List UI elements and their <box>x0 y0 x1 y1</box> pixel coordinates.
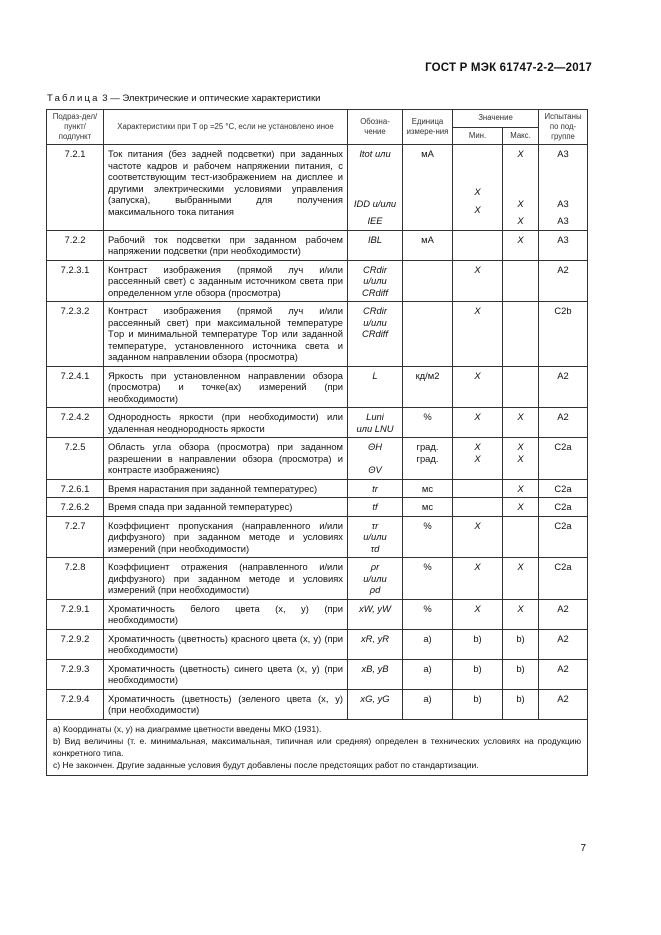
row-max <box>503 558 539 600</box>
row-sym-line: xB, yB <box>361 662 389 674</box>
row-min <box>453 558 503 600</box>
row-sym-line: τr <box>371 519 379 531</box>
row-sym-line: Itot или <box>359 148 391 159</box>
row-grp <box>539 516 588 558</box>
row-max <box>503 230 539 260</box>
table-caption-text: 3 — Электрические и оптические характеристики <box>102 93 321 104</box>
row-sym <box>348 479 403 498</box>
row-max <box>503 408 539 438</box>
row-unit <box>403 558 453 600</box>
table-row <box>47 558 588 600</box>
row-unit <box>403 408 453 438</box>
row-grp-line: A3 <box>557 197 569 209</box>
row-min <box>453 629 503 659</box>
footnote-a: a) Координаты (x, y) на диаграмме цветности введены МКО (1931). <box>53 723 322 734</box>
row-min-line: X <box>474 186 481 197</box>
row-grp <box>539 366 588 408</box>
row-sym <box>348 438 403 480</box>
row-sub: 7.2.9.2 <box>47 629 104 659</box>
row-grp-line: A2 <box>557 662 569 674</box>
row-sub: 7.2.7 <box>47 516 104 558</box>
row-sym-line: τd <box>370 542 380 554</box>
row-sub: 7.2.5 <box>47 438 104 480</box>
row-unit <box>403 366 453 408</box>
row-grp <box>539 629 588 659</box>
row-char: Хроматичность белого цвета (x, y) (при необходимости) <box>104 599 348 629</box>
row-char: Коэффициент отражения (направленного и/или диффузного) при заданном методе и условиях измерений (при необходимости) <box>104 558 348 600</box>
table-caption <box>47 93 320 104</box>
table-row <box>47 689 588 719</box>
table-header-row <box>47 110 588 128</box>
table-row <box>47 230 588 260</box>
row-min <box>453 498 503 517</box>
row-min <box>453 438 503 480</box>
row-sym <box>348 516 403 558</box>
row-sub: 7.2.3.1 <box>47 260 104 302</box>
row-sym-line: xG, yG <box>360 692 390 704</box>
row-max <box>503 689 539 719</box>
row-min-line: X <box>474 602 481 614</box>
row-max <box>503 302 539 367</box>
row-sub: 7.2.4.2 <box>47 408 104 438</box>
row-char: Рабочий ток подсветки при заданном рабочем напряжении подсветки (при необходимости) <box>104 230 348 260</box>
footnotes-row <box>47 719 588 775</box>
row-max-line: X <box>517 441 524 452</box>
col-sub: Подраз-дел/пункт/подпункт <box>47 110 104 145</box>
table-row <box>47 479 588 498</box>
page-number: 7 <box>580 843 586 854</box>
row-unit-line: мА <box>421 148 434 159</box>
characteristics-table <box>46 109 588 776</box>
row-min <box>453 366 503 408</box>
row-sym-line: и/или <box>363 572 387 584</box>
row-unit-line: мс <box>421 501 434 512</box>
row-min <box>453 516 503 558</box>
row-max-line: X <box>517 561 524 572</box>
row-max <box>503 479 539 498</box>
row-char: Коэффициент пропускания (направленного и/или диффузного) при заданном методе и условиях измерений (при необходимости) <box>104 516 348 558</box>
row-min-line: X <box>474 263 481 275</box>
row-sub: 7.2.1 <box>47 145 104 231</box>
row-grp <box>539 408 588 438</box>
row-char: Область угла обзора (просмотра) при заданном разрешении в направлении обзора (просмотра) и контрасте изображенияc) <box>104 438 348 480</box>
row-max-line: X <box>517 602 524 614</box>
row-sym <box>348 302 403 367</box>
row-sub: 7.2.6.1 <box>47 479 104 498</box>
row-unit-line: % <box>423 411 432 422</box>
table-row <box>47 599 588 629</box>
row-min-line: b) <box>473 692 482 704</box>
row-max <box>503 145 539 231</box>
row-unit <box>403 689 453 719</box>
row-sym-line: L <box>372 369 378 381</box>
row-unit <box>403 599 453 629</box>
table-row <box>47 498 588 517</box>
row-min-line: X <box>474 452 481 464</box>
row-grp-line: C2a <box>554 561 572 572</box>
row-unit-line: % <box>423 602 432 614</box>
row-max-line: X <box>517 148 524 159</box>
row-sym <box>348 558 403 600</box>
row-grp <box>539 302 588 367</box>
row-sym-line: xR, yR <box>360 632 390 644</box>
row-sym-line: CRdir <box>363 305 387 316</box>
row-grp-line: C2b <box>554 305 572 316</box>
row-max <box>503 260 539 302</box>
row-grp-line: A3 <box>557 233 569 245</box>
row-unit-line: % <box>423 561 432 572</box>
row-sym <box>348 599 403 629</box>
row-min <box>453 689 503 719</box>
row-grp-line: A2 <box>557 692 569 704</box>
row-sub: 7.2.2 <box>47 230 104 260</box>
row-unit <box>403 145 453 231</box>
row-grp-line: A2 <box>557 602 569 614</box>
row-min <box>453 479 503 498</box>
table-row <box>47 659 588 689</box>
row-sym-line: или LNU <box>356 422 394 434</box>
row-sub: 7.2.3.2 <box>47 302 104 367</box>
row-grp-line: C2a <box>554 501 572 512</box>
row-sym <box>348 230 403 260</box>
document-header: ГОСТ Р МЭК 61747-2-2—2017 <box>425 62 592 74</box>
col-unit: Единица измере-ния <box>403 110 453 145</box>
row-sym-line: и/или <box>363 316 387 328</box>
row-grp-line: A2 <box>557 411 569 422</box>
row-char: Контраст изображения (прямой луч и/или рассеянный свет) при максимальной температуре Tор и минимальной температуре Tор или заданной температуре, установленного источника света и заданном направлении обзора (просмотра) <box>104 302 348 367</box>
row-sym-line: ρr <box>370 561 380 572</box>
row-unit <box>403 479 453 498</box>
row-sym-line: ρd <box>369 584 381 595</box>
row-unit-line: град. <box>416 441 439 452</box>
row-min <box>453 659 503 689</box>
row-char: Яркость при установленном направлении обзора (просмотра) и точке(ах) измерений (при необходимости) <box>104 366 348 408</box>
row-unit <box>403 438 453 480</box>
row-char: Однородность яркости (при необходимости) или удаленная неоднородность яркости <box>104 408 348 438</box>
row-max <box>503 366 539 408</box>
row-max <box>503 438 539 480</box>
row-char: Контраст изображения (прямой луч и/или рассеянный свет) с заданным источником света при определенном угле обзора (просмотра) <box>104 260 348 302</box>
row-unit-line: град. <box>416 452 439 464</box>
row-min-line: b) <box>473 632 482 644</box>
table-row <box>47 438 588 480</box>
row-grp-line: C2a <box>554 519 572 531</box>
table-row <box>47 260 588 302</box>
row-sym <box>348 659 403 689</box>
table-caption-prefix: Таблица <box>47 93 100 104</box>
row-unit <box>403 516 453 558</box>
row-max-line: X <box>517 482 524 494</box>
row-max <box>503 516 539 558</box>
row-min <box>453 302 503 367</box>
row-sym-line: Luni <box>366 411 384 422</box>
row-sym <box>348 145 403 231</box>
row-sub: 7.2.9.1 <box>47 599 104 629</box>
row-sym-line: и/или <box>363 275 387 286</box>
col-max: Макс. <box>503 127 539 145</box>
row-char: Время спада при заданной температуреc) <box>104 498 348 517</box>
row-grp-line: A2 <box>557 263 569 275</box>
row-sym <box>348 629 403 659</box>
row-min <box>453 230 503 260</box>
row-char: Ток питания (без задней подсветки) при заданных частоте кадров и рабочем напряжении питания, с соответствующим тест-изображением на дисплее и другими электрическими условиями управления (запуска), выбранными для получения максимального тока питания <box>104 145 348 231</box>
row-unit <box>403 629 453 659</box>
row-unit-line: кд/м2 <box>415 369 440 381</box>
row-sym-line: CRdiff <box>361 328 389 339</box>
row-char: Хроматичность (цветность) синего цвета (x, y) (при необходимости) <box>104 659 348 689</box>
table-row <box>47 366 588 408</box>
row-grp <box>539 230 588 260</box>
row-sub: 7.2.9.3 <box>47 659 104 689</box>
row-sub: 7.2.8 <box>47 558 104 600</box>
row-grp <box>539 479 588 498</box>
table-row <box>47 145 588 231</box>
footnote-b: b) Вид величины (т. е. минимальная, максимальная, типичная или средняя) определен в технических условиях на продукцию конкретного типа. <box>53 735 582 758</box>
row-max <box>503 629 539 659</box>
footnotes-cell <box>47 719 588 775</box>
row-grp <box>539 659 588 689</box>
row-sym-line: ΘV <box>368 464 382 475</box>
row-sym-line: IBL <box>367 233 383 245</box>
row-max <box>503 599 539 629</box>
row-sym-line: IDD и/или <box>353 197 397 209</box>
table-row <box>47 516 588 558</box>
row-max-line: b) <box>516 632 525 644</box>
row-sym <box>348 260 403 302</box>
row-min-line: b) <box>473 662 482 674</box>
col-value: Значение <box>453 110 539 128</box>
row-sym-line: IEE <box>367 215 383 226</box>
row-unit-line: a) <box>423 632 432 644</box>
row-sym-line: tf <box>372 501 378 512</box>
row-grp-line: A3 <box>557 148 569 159</box>
row-unit <box>403 498 453 517</box>
row-max-line: X <box>517 215 524 226</box>
col-char: Характеристики при T ор =25 °С, если не установлено иное <box>104 110 348 145</box>
row-sym <box>348 689 403 719</box>
col-sym: Обозна-чение <box>348 110 403 145</box>
row-max-line: X <box>517 452 524 464</box>
row-sym-line: xW, yW <box>359 602 391 614</box>
row-unit-line: мА <box>421 233 434 245</box>
row-unit-line: a) <box>423 662 432 674</box>
row-min-line: X <box>474 203 481 215</box>
row-sub: 7.2.6.2 <box>47 498 104 517</box>
row-sym-line: CRdir <box>363 263 387 275</box>
row-min-line: X <box>474 369 481 381</box>
row-unit <box>403 260 453 302</box>
row-min-line: X <box>474 441 481 452</box>
row-char: Время нарастания при заданной температуреc) <box>104 479 348 498</box>
col-min: Мин. <box>453 127 503 145</box>
table-row <box>47 302 588 367</box>
row-unit-line: мс <box>421 482 434 494</box>
row-grp <box>539 438 588 480</box>
row-grp-line: C2a <box>554 482 572 494</box>
row-min <box>453 260 503 302</box>
row-sub: 7.2.9.4 <box>47 689 104 719</box>
row-unit-line: % <box>423 519 432 531</box>
row-grp <box>539 145 588 231</box>
row-max <box>503 498 539 517</box>
row-sym <box>348 366 403 408</box>
row-max-line: X <box>517 501 524 512</box>
col-tested: Испытаны по под-группе <box>539 110 588 145</box>
row-grp <box>539 498 588 517</box>
row-sub: 7.2.4.1 <box>47 366 104 408</box>
row-grp <box>539 689 588 719</box>
row-max-line: X <box>517 197 524 209</box>
row-max-line: X <box>517 233 524 245</box>
row-max-line: b) <box>516 692 525 704</box>
row-grp-line: A2 <box>557 632 569 644</box>
row-min-line: X <box>474 305 481 316</box>
row-char: Хроматичность (цветность) (зеленого цвета (x, y) (при необходимости) <box>104 689 348 719</box>
row-grp <box>539 558 588 600</box>
row-min-line: X <box>474 561 481 572</box>
row-sym <box>348 498 403 517</box>
row-sym <box>348 408 403 438</box>
row-max-line: X <box>517 411 524 422</box>
row-unit <box>403 230 453 260</box>
row-grp-line: C2a <box>554 441 572 452</box>
table-row <box>47 629 588 659</box>
row-grp-line: A2 <box>557 369 569 381</box>
row-sym-line: tr <box>372 482 378 494</box>
row-unit <box>403 302 453 367</box>
row-min-line: X <box>474 411 481 422</box>
row-max-line: b) <box>516 662 525 674</box>
footnote-c: c) Не закончен. Другие заданные условия будут добавлены после предстоящих работ по стандартизации. <box>53 759 479 770</box>
row-grp <box>539 599 588 629</box>
row-grp <box>539 260 588 302</box>
row-min-line: X <box>474 519 481 531</box>
row-sym-line: ΘH <box>367 441 383 452</box>
row-sym-line: и/или <box>363 531 387 542</box>
row-unit <box>403 659 453 689</box>
row-max <box>503 659 539 689</box>
row-min <box>453 408 503 438</box>
row-grp-line: A3 <box>557 215 569 226</box>
row-unit-line: a) <box>423 692 432 704</box>
row-sym-line: CRdiff <box>361 286 389 298</box>
row-min <box>453 145 503 231</box>
table-row <box>47 408 588 438</box>
row-min <box>453 599 503 629</box>
row-char: Хроматичность (цветность) красного цвета (x, y) (при необходимости) <box>104 629 348 659</box>
